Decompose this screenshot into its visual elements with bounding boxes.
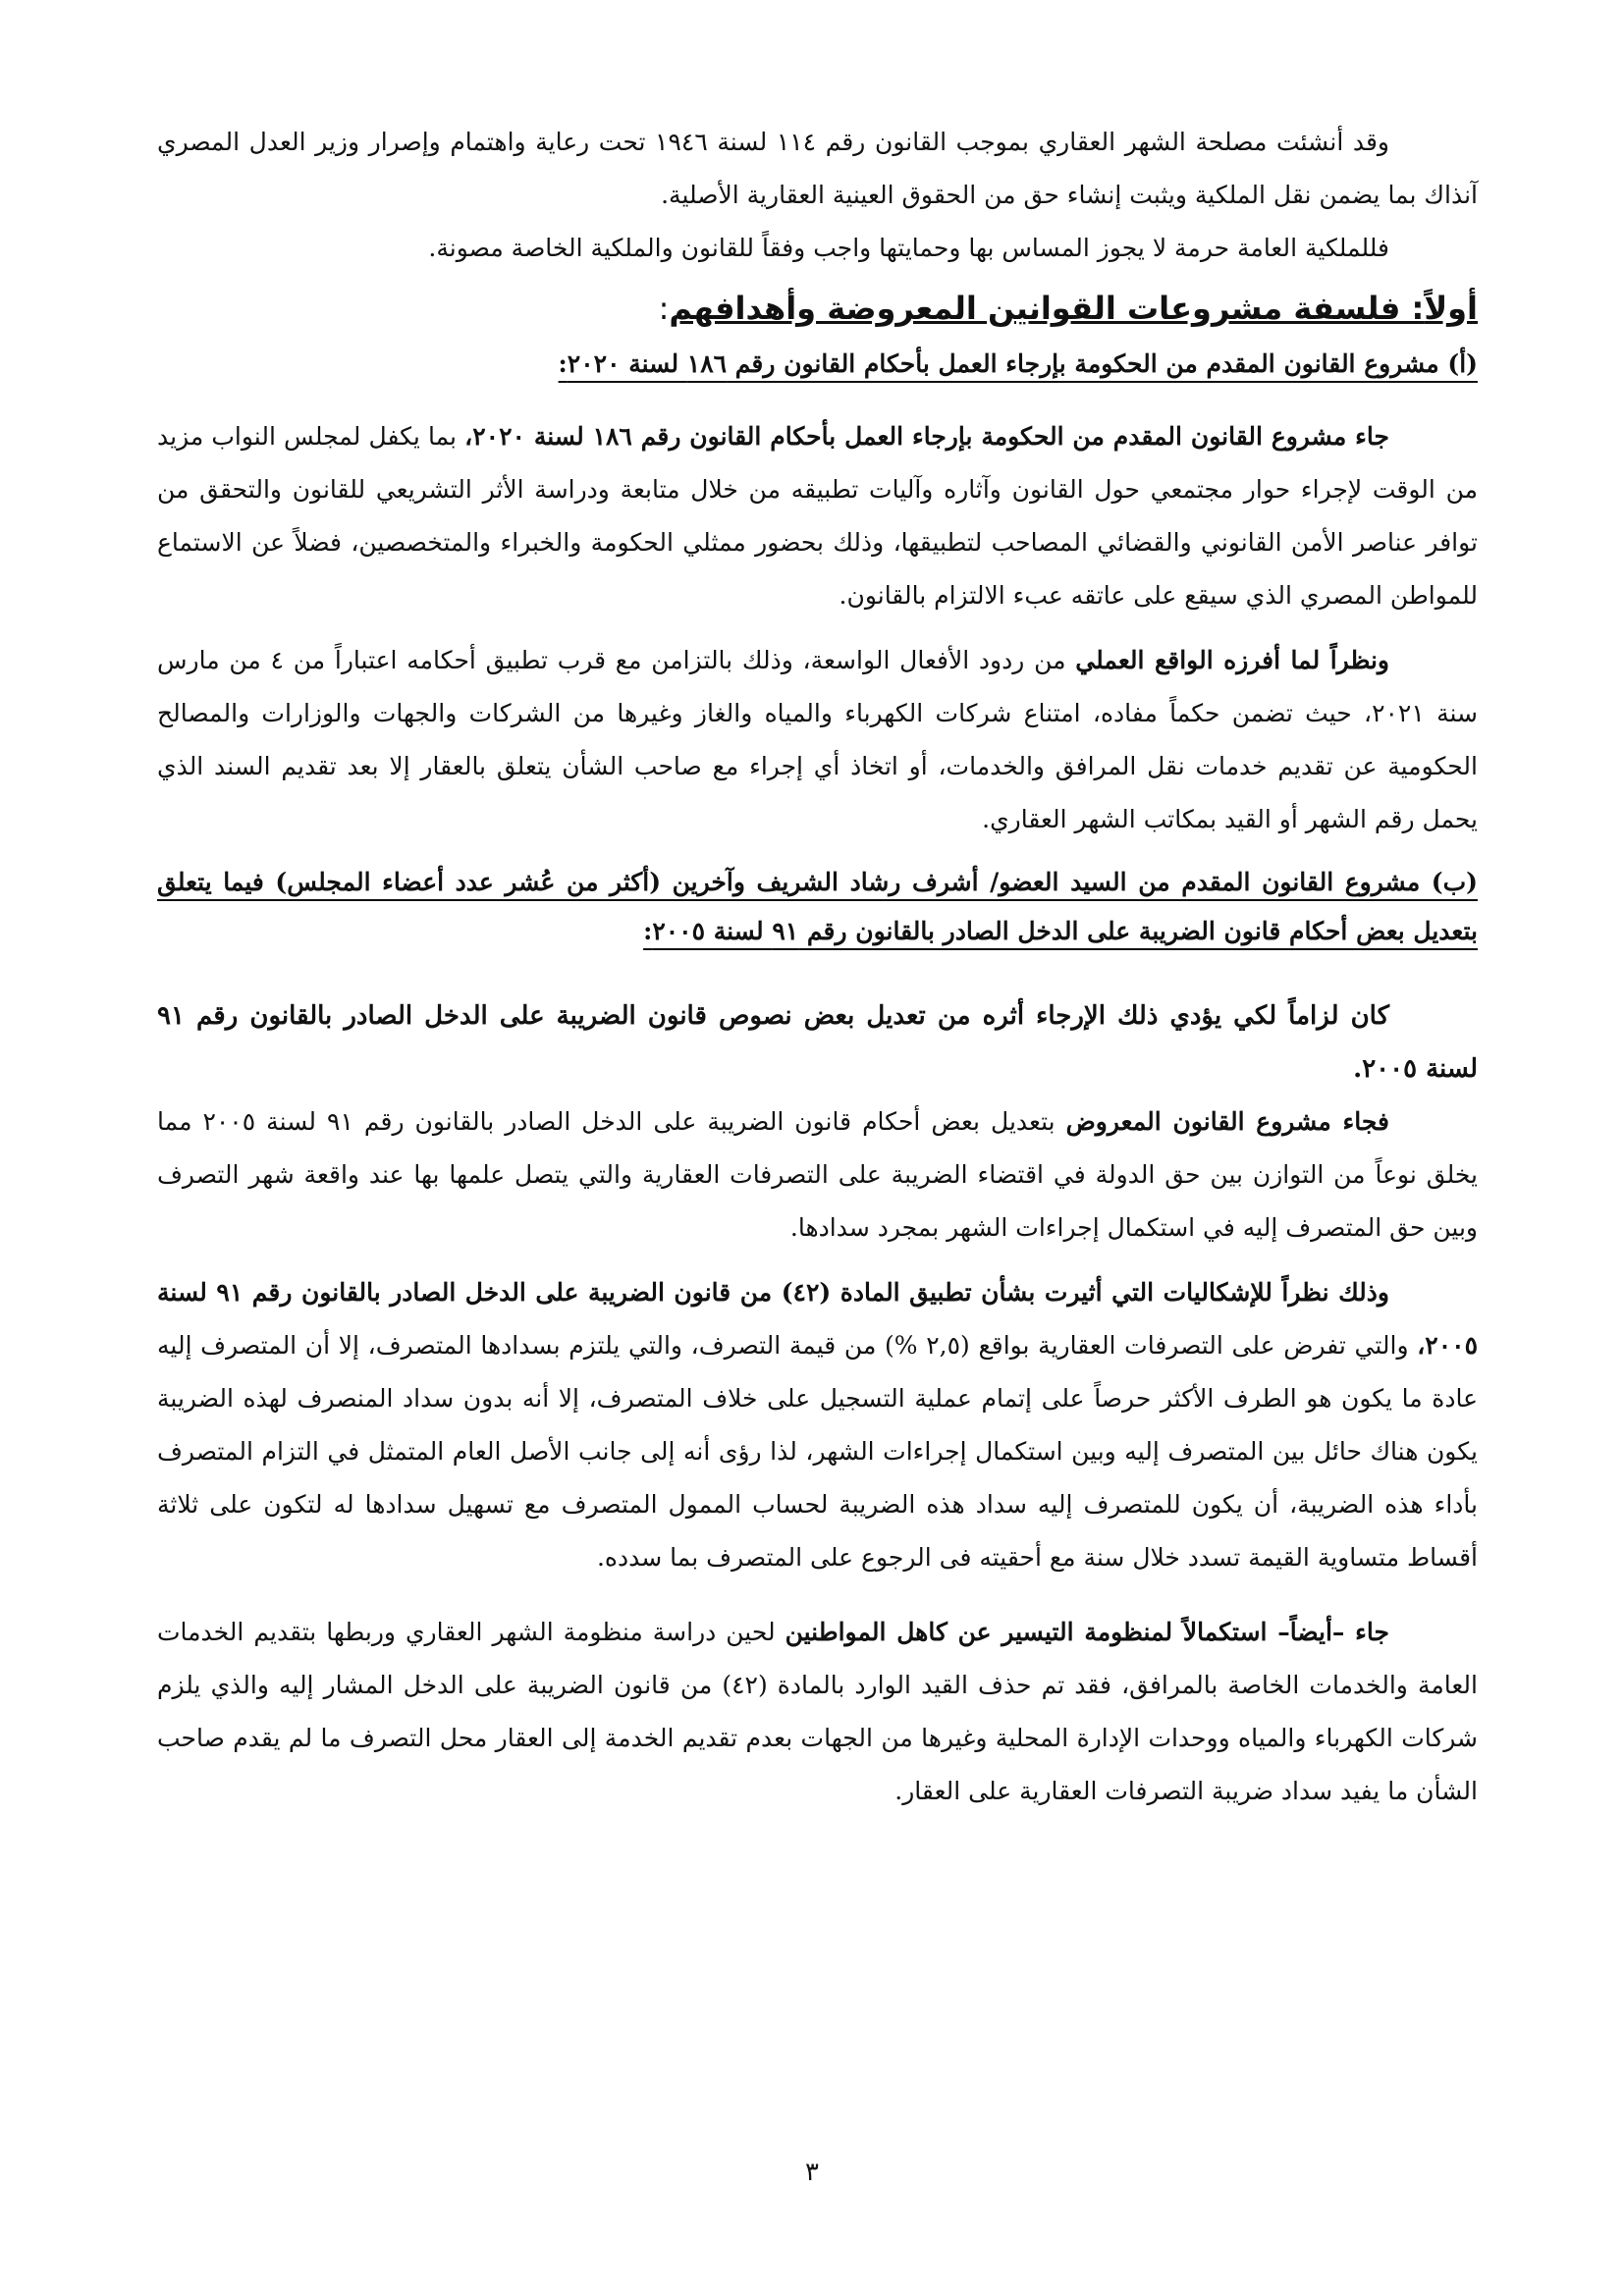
intro-paragraph: وقد أنشئت مصلحة الشهر العقاري بموجب القانون رقم ١١٤ لسنة ١٩٤٦ تحت رعاية واهتمام وإصرار وزير العدل المصري آنذاك بما يضمن نقل الملكية ويثبت إنشاء حق من الحقوق العينية العقارية الأصلية. (157, 128, 1478, 209)
paragraph-body: من ردود الأفعال الواسعة، وذلك بالتزامن مع قرب تطبيق أحكامه اعتباراً من ٤ من مارس سنة ٢٠٢١، حيث تضمن حكماً مفاده، امتناع شركات الكهرباء والمياه والغاز وغيرها من الشركات والجهات والوزارات والمصالح الحكومية عن تقديم خدمات نقل المرافق والخدمات، أو اتخاذ أي إجراء مع صاحب الشأن يتعلق بالعقار إلا بعد تقديم السند الذي يحمل رقم الشهر أو القيد بمكاتب الشهر العقاري. (157, 646, 1478, 833)
document-page (157, 116, 1478, 1818)
subsection-b-paragraph-3 (157, 1266, 1478, 1584)
section-title (157, 281, 1478, 336)
subsection-b-paragraph-4 (157, 1606, 1478, 1818)
paragraph-body: لحين دراسة منظومة الشهر العقاري وربطها بتقديم الخدمات العامة والخدمات الخاصة بالمرافق، فقد تم حذف القيد الوارد بالمادة (٤٢) من قانون الضريبة على الدخل المشار إليه والذي يلزم شركات الكهرباء والمياه ووحدات الإدارة المحلية وغيرها من الجهات بعدم تقديم الخدمة إلى العقار محل التصرف ما لم يقدم صاحب الشأن ما يفيد سداد ضريبة التصرفات العقارية على العقار. (157, 1618, 1478, 1805)
section-title-text: : فلسفة مشروعات القوانين المعروضة وأهدافهم (669, 290, 1425, 327)
paragraph-lead: فجاء مشروع القانون المعروض (1065, 1107, 1389, 1136)
paragraph-lead: وذلك نظراً للإشكاليات التي أثيرت بشأن تطبيق المادة (٤٢) من قانون الضريبة على الدخل الصادر بالقانون رقم ٩١ لسنة ٢٠٠٥، (157, 1278, 1478, 1360)
subsection-b-paragraph-2 (157, 1095, 1478, 1255)
subsection-b-paragraph-1: كان لزاماً لكي يؤدي ذلك الإرجاء أثره من تعديل بعض نصوص قانون الضريبة على الدخل الصادر بالقانون رقم ٩١ لسنة ٢٠٠٥. (157, 1001, 1478, 1084)
paragraph-body: بما يكفل لمجلس النواب مزيد من الوقت لإجراء حوار مجتمعي حول القانون وآثاره وآليات تطبيقه من خلال متابعة ودراسة الأثر التشريعي للقانون والتحقق من توافر عناصر الأمن القانوني والقضائي المصاحب لتطبيقها، وذلك بحضور ممثلي الحكومة والخبراء والمتخصصين، فضلاً عن الاستماع للمواطن المصري الذي سيقع على عاتقه عبء الالتزام بالقانون. (157, 422, 1478, 610)
subsection-a-paragraph-1 (157, 410, 1478, 622)
subsection-a-paragraph-2 (157, 634, 1478, 846)
paragraph-lead: جاء مشروع القانون المقدم من الحكومة بإرجاء العمل بأحكام القانون رقم ١٨٦ لسنة ٢٠٢٠، (464, 422, 1390, 451)
paragraph-lead: ونظراً لما أفرزه الواقع العملي (1075, 646, 1389, 674)
public-property-paragraph: فللملكية العامة حرمة لا يجوز المساس بها وحمايتها واجب وفقاً للقانون والملكية الخاصة مصونة. (428, 234, 1389, 262)
section-title-colon: : (658, 290, 670, 327)
section-title-number: أولاً (1424, 290, 1478, 327)
paragraph-body: والتي تفرض على التصرفات العقارية بواقع (٢,٥ %) من قيمة التصرف، والتي يلتزم بسدادها المتصرف، إلا أن المتصرف إليه عادة ما يكون هو الطرف الأكثر حرصاً على إتمام عملية التسجيل على خلاف المتصرف، إلا أنه بدون سداد المنصرف لهذه الضريبة يكون هناك حائل بين المتصرف إليه وبين استكمال إجراءات الشهر، لذا رؤى أنه إلى جانب الأصل العام المتمثل في التزام المتصرف بأداء هذه الضريبة، أن يكون للمتصرف إليه سداد هذه الضريبة لحساب الممول المتصرف مع تسهيل سدادها له لتكون على ثلاثة أقساط متساوية القيمة تسدد خلال سنة مع أحقيته فى الرجوع على المتصرف بما سدده. (157, 1331, 1478, 1572)
paragraph-body: بتعديل بعض أحكام قانون الضريبة على الدخل الصادر بالقانون رقم ٩١ لسنة ٢٠٠٥ مما يخلق نوعاً من التوازن بين حق الدولة في اقتضاء الضريبة على التصرفات العقارية والتي يتصل علمها بها عند واقعة شهر التصرف وبين حق المتصرف إليه في استكمال إجراءات الشهر بمجرد سدادها. (157, 1107, 1478, 1242)
subsection-a-heading: (أ) مشروع القانون المقدم من الحكومة بإرجاء العمل بأحكام القانون رقم ١٨٦ لسنة ٢٠٢٠: (558, 349, 1478, 378)
page-number: ٣ (805, 2158, 819, 2187)
paragraph-lead: جاء –أيضاً– استكمالاً لمنظومة التيسير عن كاهل المواطنين (785, 1618, 1390, 1646)
subsection-b-heading: (ب) مشروع القانون المقدم من السيد العضو/ أشرف رشاد الشريف وآخرين (أكثر من عُشر عدد أعضاء المجلس) فيما يتعلق بتعديل بعض أحكام قانون الضريبة على الدخل الصادر بالقانون رقم ٩١ لسنة ٢٠٠٥: (157, 868, 1478, 945)
